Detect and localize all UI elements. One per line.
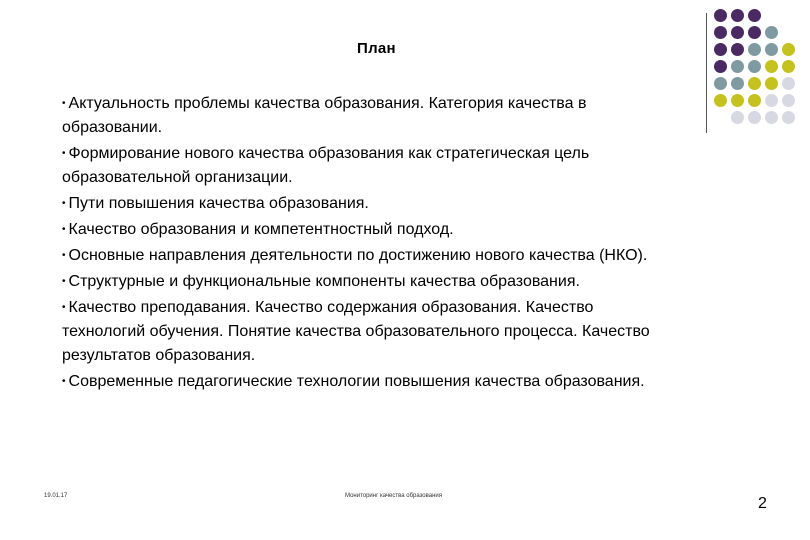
- decorative-dot: [748, 77, 761, 90]
- decorative-dot: [731, 77, 744, 90]
- decorative-dot: [714, 9, 727, 22]
- bullet-icon: •: [62, 376, 66, 387]
- bullet-icon: •: [62, 148, 66, 159]
- list-item-text: Актуальность проблемы качества образования. Категория качества в образовании.: [62, 95, 587, 136]
- decorative-dot: [731, 26, 744, 39]
- decorative-dot: [748, 26, 761, 39]
- footer-date: 19.01.17: [44, 493, 68, 499]
- list-item: [62, 370, 677, 394]
- decorative-dot: [731, 43, 744, 56]
- footer-title: Мониторинг качества образования: [345, 493, 443, 499]
- decorative-dot: [714, 60, 727, 73]
- list-item: [62, 142, 677, 190]
- decorative-dot: [714, 77, 727, 90]
- bullet-icon: •: [62, 98, 66, 109]
- list-item: [62, 270, 677, 294]
- decorative-dot: [782, 43, 795, 56]
- list-item: [62, 192, 677, 216]
- bullet-icon: •: [62, 198, 66, 209]
- decorative-dot: [765, 43, 778, 56]
- decorative-dot: [714, 26, 727, 39]
- decorative-dot: [731, 9, 744, 22]
- decorative-dot: [748, 9, 761, 22]
- list-item-text: Современные педагогические технологии повышения качества образования.: [68, 373, 645, 390]
- decorative-dot: [748, 94, 761, 107]
- decorative-dot: [731, 94, 744, 107]
- decorative-dot: [765, 60, 778, 73]
- decorative-dot: [714, 94, 727, 107]
- slide-title: План: [357, 40, 396, 57]
- decorative-dot: [765, 94, 778, 107]
- bullet-icon: •: [62, 250, 66, 261]
- bullet-icon: •: [62, 302, 66, 313]
- list-item-text: Качество образования и компетентностный подход.: [68, 221, 454, 238]
- decorative-dot: [782, 77, 795, 90]
- decorative-dot: [748, 111, 761, 124]
- decorative-dot: [765, 77, 778, 90]
- vertical-divider: [706, 13, 707, 133]
- decorative-dot: [731, 111, 744, 124]
- bullet-icon: •: [62, 276, 66, 287]
- decorative-dot: [748, 43, 761, 56]
- decorative-dot: [782, 94, 795, 107]
- list-item: [62, 296, 677, 368]
- list-item: [62, 244, 677, 268]
- decorative-dot: [731, 60, 744, 73]
- decorative-dot: [714, 43, 727, 56]
- decorative-dot: [748, 60, 761, 73]
- list-item-text: Основные направления деятельности по достижению нового качества (НКО).: [68, 247, 648, 264]
- list-item-text: Структурные и функциональные компоненты качества образования.: [68, 273, 580, 290]
- list-item: [62, 92, 677, 140]
- decorative-dot: [765, 26, 778, 39]
- list-item: [62, 218, 677, 242]
- page-number: 2: [758, 495, 767, 512]
- decorative-dot: [782, 60, 795, 73]
- decorative-dot: [765, 111, 778, 124]
- agenda-list: [62, 92, 677, 396]
- list-item-text: Качество преподавания. Качество содержания образования. Качество технологий обучения. Понятие качества образовательного процесса. Качество результатов образования.: [62, 299, 650, 364]
- bullet-icon: •: [62, 224, 66, 235]
- list-item-text: Пути повышения качества образования.: [68, 195, 369, 212]
- list-item-text: Формирование нового качества образования как стратегическая цель образовательной организации.: [62, 145, 590, 186]
- decorative-dot: [782, 111, 795, 124]
